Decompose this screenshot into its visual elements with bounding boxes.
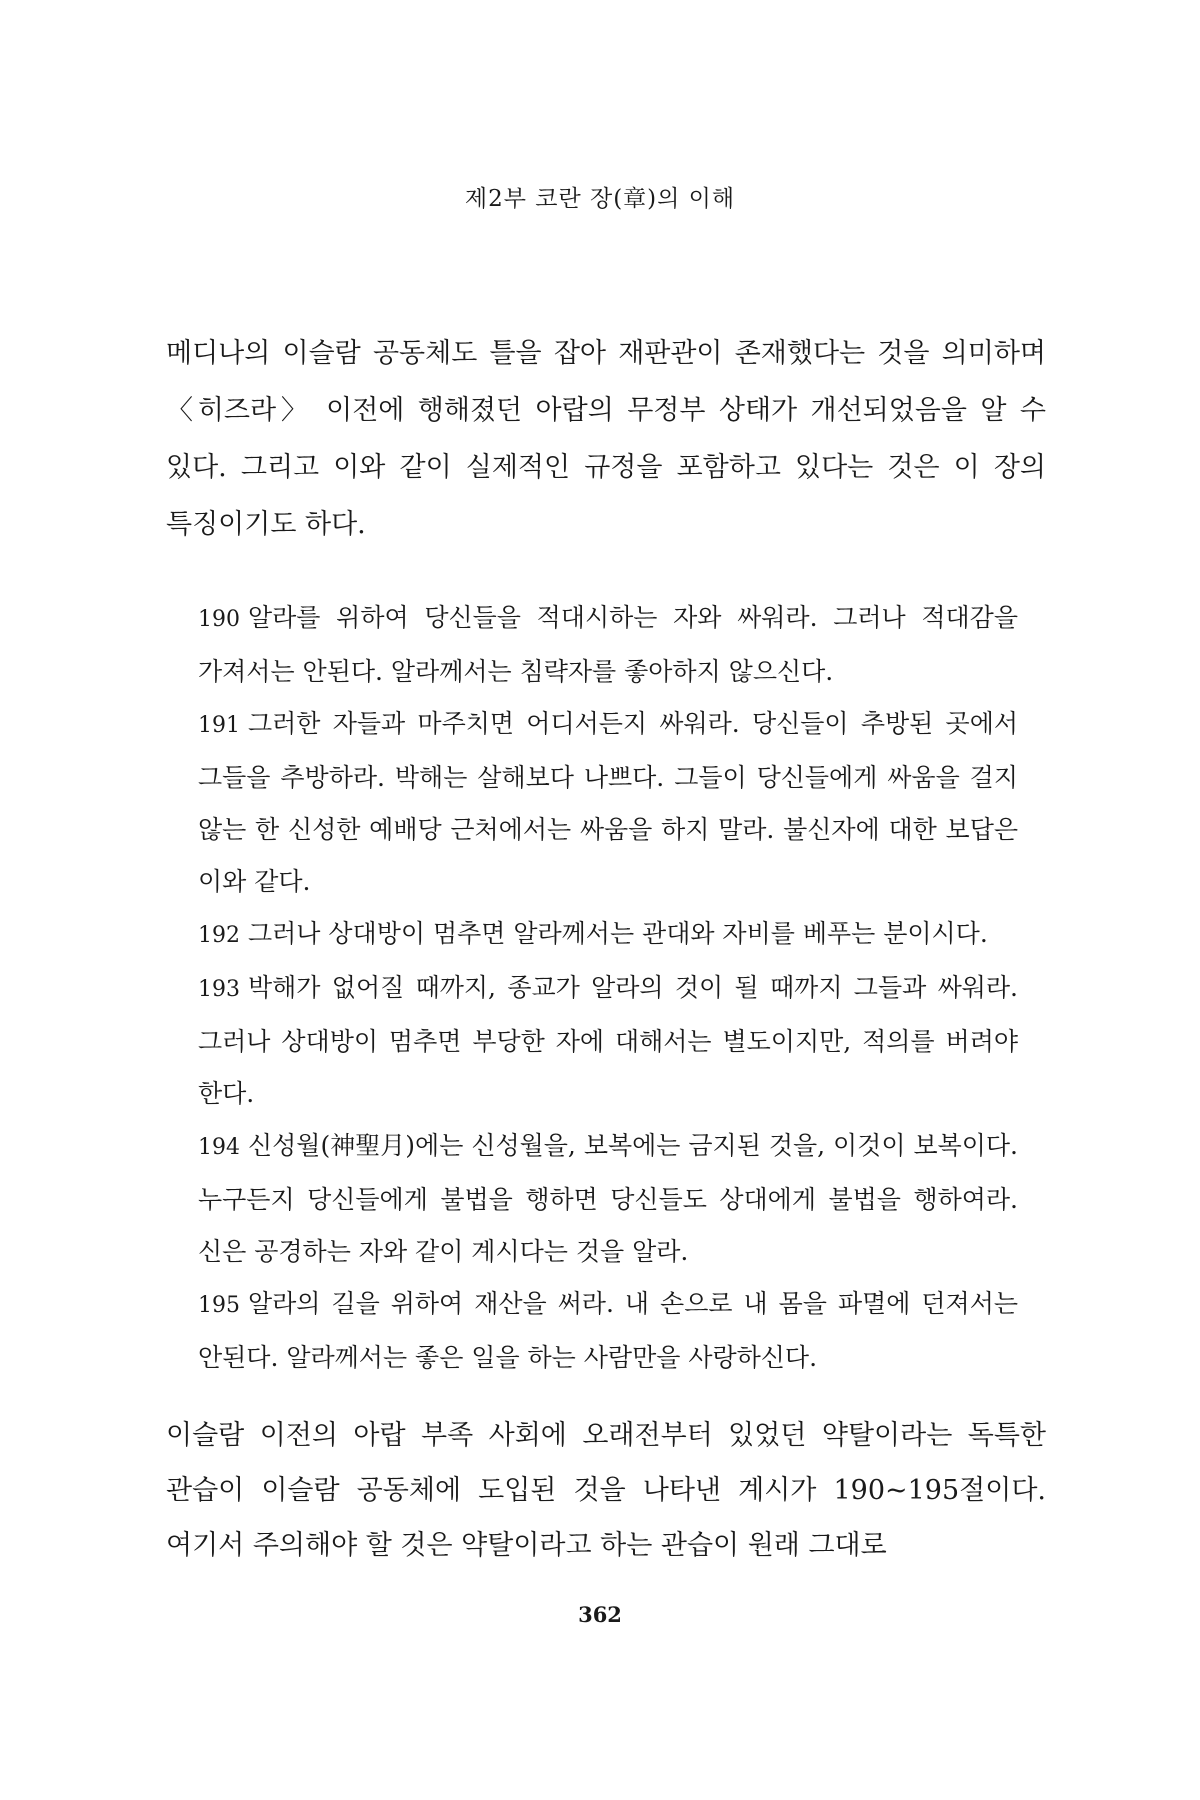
verse-194 [198,1120,1018,1278]
verse-number: 195 [198,1293,240,1318]
verse-195 [198,1278,1018,1384]
verse-number: 192 [198,923,240,948]
verse-193 [198,962,1018,1120]
running-head: 제2부 코란 장(章)의 이해 [464,186,736,212]
verse-text: 그러한 자들과 마주치면 어디서든지 싸워라. 당신들이 추방된 곳에서 그들을 추방하라. 박해는 살해보다 나쁘다. 그들이 당신들에게 싸움을 걸지 않는 한 신성한 예배당 근처에서는 싸움을 하지 말라. 불신자에 대한 보답은 이와 같다. [198,709,1018,896]
verse-192 [198,908,1018,962]
verse-number: 193 [198,977,240,1002]
verse-text: 알라를 위하여 당신들을 적대시하는 자와 싸워라. 그러나 적대감을 가져서는 안된다. 알라께서는 침략자를 좋아하지 않으신다. [198,603,1018,686]
paragraph-top: 메디나의 이슬람 공동체도 틀을 잡아 재판관이 존재했다는 것을 의미하며 〈히즈라〉 이전에 행해졌던 아랍의 무정부 상태가 개선되었음을 알 수 있다. 그리고 이와 같이 실제적인 규정을 포함하고 있다는 것은 이 장의 특징이기도 하다. [166,338,1046,540]
verse-number: 190 [198,607,240,632]
verse-text: 박해가 없어질 때까지, 종교가 알라의 것이 될 때까지 그들과 싸워라. 그러나 상대방이 멈추면 부당한 자에 대해서는 별도이지만, 적의를 버려야 한다. [198,973,1018,1108]
verse-text: 신성월(神聖月)에는 신성월을, 보복에는 금지된 것을, 이것이 보복이다. 누구든지 당신들에게 불법을 행하면 당신들도 상대에게 불법을 행하여라. 신은 공경하는 자와 같이 계시다는 것을 알라. [198,1131,1018,1266]
verse-number: 191 [198,713,240,738]
verse-number: 194 [198,1135,240,1160]
verse-191 [198,698,1018,908]
page-number: 362 [578,1602,622,1627]
verse-text: 알라의 길을 위하여 재산을 써라. 내 손으로 내 몸을 파멸에 던져서는 안된다. 알라께서는 좋은 일을 하는 사람만을 사랑하신다. [198,1289,1018,1372]
verse-190 [198,592,1018,698]
verse-text: 그러나 상대방이 멈추면 알라께서는 관대와 자비를 베푸는 분이시다. [248,919,988,948]
paragraph-bottom: 이슬람 이전의 아랍 부족 사회에 오래전부터 있었던 약탈이라는 독특한 관습이 이슬람 공동체에 도입된 것을 나타낸 계시가 190~195절이다. 여기서 주의해야 할 것은 약탈이라고 하는 관습이 원래 그대로 [166,1420,1046,1561]
verse-list [198,592,1018,1384]
